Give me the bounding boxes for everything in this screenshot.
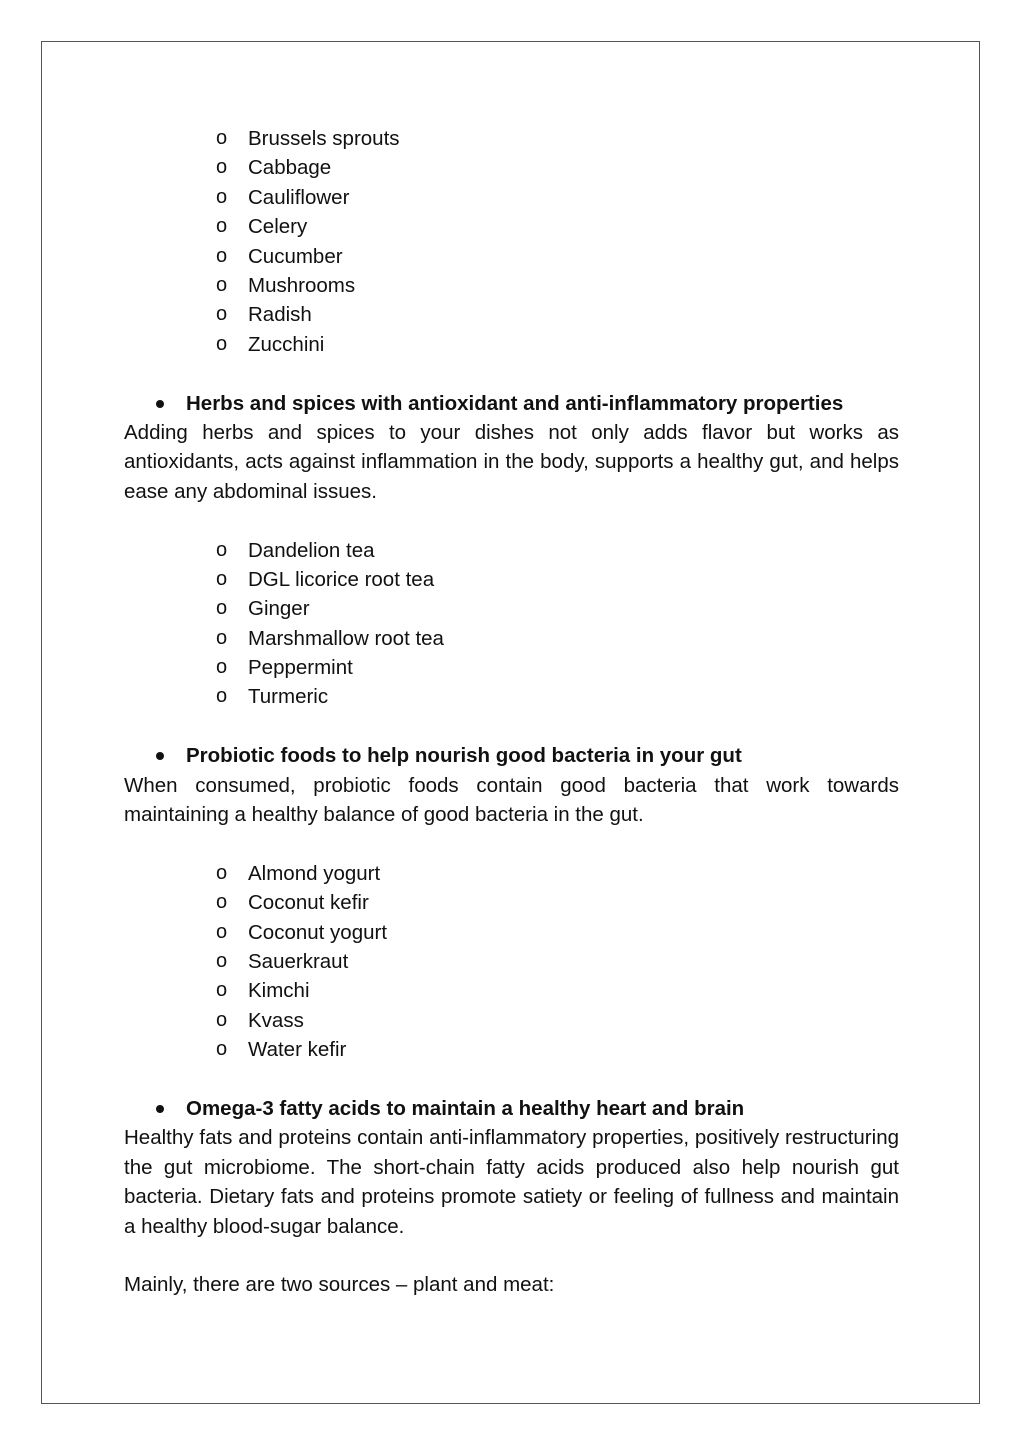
closing-paragraph: Mainly, there are two sources – plant and meat: bbox=[124, 1273, 555, 1297]
list-item: o Cauliflower bbox=[124, 183, 899, 212]
list-item: o Brussels sprouts bbox=[124, 124, 899, 153]
list-item: o Peppermint bbox=[124, 653, 899, 682]
list-item: o Ginger bbox=[124, 594, 899, 623]
list-item: o Kimchi bbox=[124, 976, 899, 1005]
circle-bullet-icon: o bbox=[216, 950, 228, 973]
circle-bullet-icon: o bbox=[216, 891, 228, 914]
list-item: o Coconut kefir bbox=[124, 888, 899, 917]
circle-bullet-icon: o bbox=[216, 1038, 228, 1061]
circle-bullet-icon: o bbox=[216, 626, 228, 649]
list-item: o Almond yogurt bbox=[124, 859, 899, 888]
herb-list bbox=[124, 536, 899, 712]
list-item: o Kvass bbox=[124, 1006, 899, 1035]
circle-bullet-icon: o bbox=[216, 656, 228, 679]
bullet-icon bbox=[156, 1105, 164, 1113]
list-item: o DGL licorice root tea bbox=[124, 565, 899, 594]
circle-bullet-icon: o bbox=[216, 979, 228, 1002]
vegetable-list bbox=[124, 124, 899, 359]
list-item: o Zucchini bbox=[124, 330, 899, 359]
section-body-omega: Healthy fats and proteins contain anti-inflammatory properties, positively restructuring the gut microbiome. The short-chain fatty acids produced also help nourish gut bacteria. Dietary fats and proteins promote satiety or feeling of fullness and maintain a healthy blood-sugar balance. bbox=[124, 1126, 899, 1238]
circle-bullet-icon: o bbox=[216, 273, 228, 296]
circle-bullet-icon: o bbox=[216, 920, 228, 943]
document-content bbox=[124, 124, 899, 1300]
circle-bullet-icon: o bbox=[216, 185, 228, 208]
circle-bullet-icon: o bbox=[216, 861, 228, 884]
list-item: o Radish bbox=[124, 300, 899, 329]
list-item: o Marshmallow root tea bbox=[124, 624, 899, 653]
circle-bullet-icon: o bbox=[216, 244, 228, 267]
list-item: o Water kefir bbox=[124, 1035, 899, 1064]
bullet-icon bbox=[156, 400, 164, 408]
section-body-probiotics: When consumed, probiotic foods contain good bacteria that work towards maintaining a healthy balance of good bacteria in the gut. bbox=[124, 773, 899, 827]
circle-bullet-icon: o bbox=[216, 332, 228, 355]
circle-bullet-icon: o bbox=[216, 215, 228, 238]
list-item: o Coconut yogurt bbox=[124, 918, 899, 947]
list-item: o Sauerkraut bbox=[124, 947, 899, 976]
list-item: o Cucumber bbox=[124, 242, 899, 271]
list-item: o Cabbage bbox=[124, 153, 899, 182]
list-item: o Dandelion tea bbox=[124, 536, 899, 565]
circle-bullet-icon: o bbox=[216, 1008, 228, 1031]
circle-bullet-icon: o bbox=[216, 567, 228, 590]
circle-bullet-icon: o bbox=[216, 597, 228, 620]
circle-bullet-icon: o bbox=[216, 156, 228, 179]
section-heading-probiotics: Probiotic foods to help nourish good bacteria in your gut bbox=[124, 741, 899, 770]
circle-bullet-icon: o bbox=[216, 303, 228, 326]
probiotic-list bbox=[124, 859, 899, 1065]
circle-bullet-icon: o bbox=[216, 538, 228, 561]
bullet-icon bbox=[156, 752, 164, 760]
list-item: o Mushrooms bbox=[124, 271, 899, 300]
section-body-herbs: Adding herbs and spices to your dishes not only adds flavor but works as antioxidants, acts against inflammation in the body, supports a healthy gut, and helps ease any abdominal issues. bbox=[124, 420, 899, 503]
section-heading-omega: Omega-3 fatty acids to maintain a healthy heart and brain bbox=[124, 1094, 899, 1123]
circle-bullet-icon: o bbox=[216, 127, 228, 149]
list-item: o Celery bbox=[124, 212, 899, 241]
list-item: o Turmeric bbox=[124, 682, 899, 711]
circle-bullet-icon: o bbox=[216, 685, 228, 708]
section-heading-herbs: Herbs and spices with antioxidant and anti-inflammatory properties bbox=[124, 389, 899, 418]
